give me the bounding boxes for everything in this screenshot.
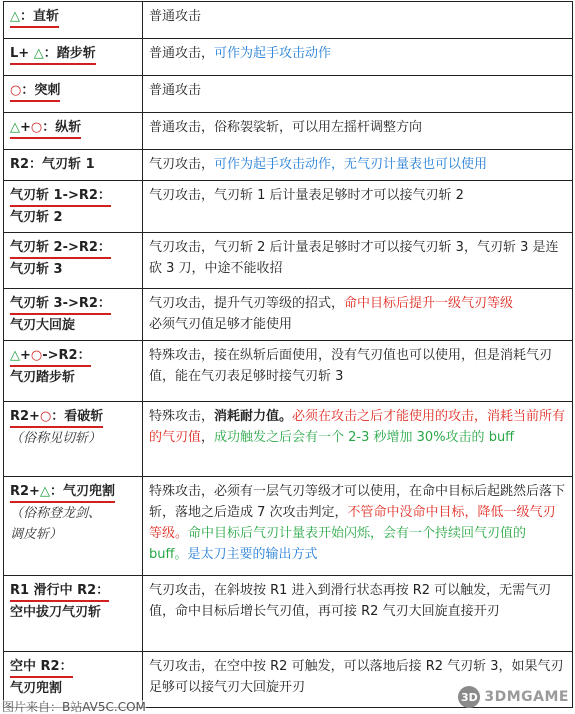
move-name: 气刃大回旋 (10, 318, 76, 333)
move-note-red: 不管命中没命中目标，降低一级气刃等级。 (149, 505, 556, 541)
move-description: 气刃攻击，气刃斩 1 后计量表足够时才可以接气刃斩 2 (149, 188, 464, 203)
move-description: 普通攻击，俗称袈裟斩，可以用左摇杆调整方向 (149, 120, 423, 135)
table-row (4, 477, 573, 576)
triangle-button-icon: △ (10, 348, 20, 363)
move-description-cell (143, 2, 573, 39)
move-input-cell (4, 39, 143, 76)
table-row (4, 39, 573, 76)
move-description-cell (143, 289, 573, 341)
move-name: 空中拔刀气刃斩 (10, 605, 102, 620)
move-input (10, 45, 96, 65)
table-row (4, 341, 573, 402)
move-input (10, 82, 60, 102)
table-row (4, 576, 573, 652)
move-description: 气刃攻击， (149, 157, 215, 172)
move-input-cell (4, 341, 143, 402)
move-name: 气刃斩 3 (10, 262, 63, 277)
move-name: ：看破斩 (51, 409, 104, 424)
move-description-cell (143, 341, 573, 402)
circle-button-icon: ○ (30, 348, 43, 363)
move-description-cell (143, 150, 573, 181)
move-input (10, 483, 115, 503)
move-input-cell (4, 477, 143, 576)
move-name: 气刃兜割 (10, 681, 63, 696)
move-description-cell (143, 113, 573, 150)
move-note-blue: 可作为起手攻击动作 (214, 46, 332, 61)
move-input: 气刃斩 2->R2： (10, 239, 111, 259)
move-description: 必须气刃值足够才能使用 (149, 317, 293, 332)
move-input-cell (4, 2, 143, 39)
move-description: 气刃攻击，气刃斩 2 后计量表足够时才可以接气刃斩 3，气刃斩 3 是连砍 3 刀，中途不能收招 (149, 240, 559, 276)
move-input-cell (4, 576, 143, 652)
move-input-cell (4, 76, 143, 113)
move-description-cell (143, 576, 573, 652)
move-name: 气刃斩 2 (10, 210, 63, 225)
move-description-cell (143, 477, 573, 576)
table-row (4, 233, 573, 289)
3dm-logo-icon: 3D (458, 686, 480, 708)
plus-sign: + (20, 120, 31, 135)
move-input-cell (4, 289, 143, 341)
move-name: 气刃踏步斩 (10, 370, 76, 385)
move-input (10, 347, 91, 367)
move-name: ：突刺 (21, 83, 61, 98)
move-description-cell (143, 233, 573, 289)
triangle-button-icon: △ (10, 9, 20, 24)
site-watermark (458, 686, 569, 708)
move-name: ：纵斩 (42, 120, 82, 135)
move-description: 气刃攻击，提升气刃等级的招式， (149, 296, 345, 311)
move-note-red: 必须在攻击之后才能使用的攻击，消耗当前所有的气刃值 (149, 409, 566, 445)
move-name: ：踏步斩 (43, 46, 96, 61)
move-input-cell (4, 181, 143, 233)
move-note-green: 命中目标后气刃计量表开始闪烁，会有一个持续回气刃值的 buff。 (149, 526, 527, 562)
move-description: 特殊攻击，接在纵斩后面使用，没有气刃值也可以使用，但是消耗气刃值，能在气刃表足够时接气刃斩 3 (149, 348, 553, 384)
table-row (4, 113, 573, 150)
move-note-green: 成功触发之后会有一个 2-3 秒增加 30%攻击的 buff (214, 430, 515, 445)
move-input: R1 滑行中 R2： (10, 582, 109, 602)
circle-button-icon: ○ (39, 409, 52, 424)
move-note-blue: 是太刀主要的输出方式 (187, 547, 318, 562)
triangle-button-icon: △ (33, 46, 44, 61)
move-input (10, 119, 81, 139)
move-list-table (3, 1, 573, 708)
source-watermark: 图片来自：B站AV5C.COM (2, 700, 146, 714)
site-brand: 3DMGAME (484, 689, 569, 705)
move-description: 特殊攻击，必须有一层气刃等级才可以使用，在命中目标后起跳然后落下斩，落地之后造成 7 次攻击判定， (149, 484, 566, 520)
move-description: 特殊攻击， (149, 409, 215, 424)
move-description: 普通攻击 (149, 83, 202, 98)
circle-button-icon: ○ (30, 120, 43, 135)
move-nickname: （俗称登龙剑、 (10, 506, 102, 521)
move-input: 空中 R2： (10, 658, 73, 678)
move-input (10, 408, 103, 428)
move-input: 气刃斩 3->R2： (10, 295, 111, 315)
r2-label: R2+ (10, 409, 40, 424)
table-row (4, 402, 573, 477)
triangle-button-icon: △ (39, 484, 50, 499)
move-note-bold: 消耗耐力值。 (214, 409, 293, 424)
table-row (4, 76, 573, 113)
move-description: 气刃攻击，在斜坡按 R1 进入到滑行状态再按 R2 可以触发，无需气刃值，命中目标后增长气刃值，再可接 R2 气刃大回旋直接开刃 (149, 583, 552, 619)
move-input-cell (4, 233, 143, 289)
move-description-cell (143, 76, 573, 113)
move-nickname: 调皮斩） (10, 527, 63, 542)
move-description: 普通攻击， (149, 46, 215, 61)
r2-arrow: ->R2： (42, 348, 91, 363)
table-row (4, 289, 573, 341)
move-description-cell (143, 181, 573, 233)
l-button-label: L+ (10, 46, 34, 61)
move-input-cell (4, 150, 143, 181)
move-input-cell (4, 402, 143, 477)
move-description-cell (143, 402, 573, 477)
move-description: ， (201, 430, 215, 445)
circle-button-icon: ○ (10, 83, 22, 98)
plus-sign: + (20, 348, 31, 363)
move-nickname: （俗称见切斩） (10, 431, 102, 446)
triangle-button-icon: △ (10, 120, 20, 135)
move-input: 气刃斩 1->R2： (10, 187, 111, 207)
move-name: ：直斩 (20, 9, 60, 24)
move-input (10, 8, 59, 28)
move-description-cell (143, 39, 573, 76)
move-note-red: 命中目标后提升一级气刃等级 (344, 296, 514, 311)
r2-label: R2+ (10, 484, 40, 499)
table-row (4, 2, 573, 39)
move-name: ：气刃兜割 (49, 484, 115, 499)
move-input: R2：气刃斩 1 (10, 157, 95, 172)
table-row (4, 150, 573, 181)
table-row (4, 181, 573, 233)
move-description: 气刃攻击，在空中按 R2 可触发，可以落地后接 R2 气刃斩 3，如果气刃足够可以接气刃大回旋开刃 (149, 659, 564, 695)
move-note-blue: 可作为起手攻击动作，无气刃计量表也可以使用 (214, 157, 488, 172)
move-description: 普通攻击 (149, 9, 202, 24)
move-input-cell (4, 113, 143, 150)
